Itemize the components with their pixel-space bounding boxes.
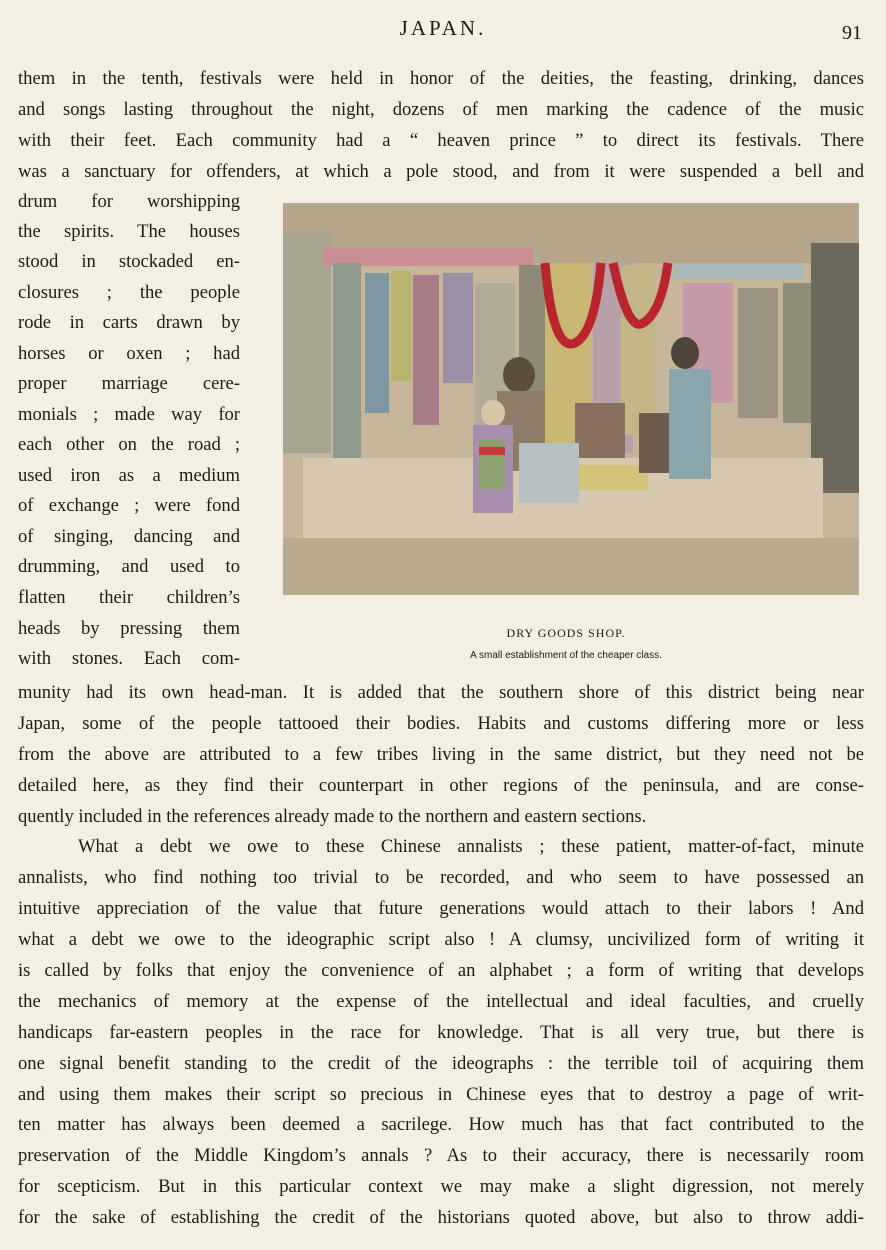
text-line: drum for worshipping xyxy=(18,191,240,212)
text-line: of singing, dancing and xyxy=(18,526,240,547)
text-line: Japan, some of the people tattooed their bodies. Habits and customs differing more or less xyxy=(18,713,864,734)
text-line: from the above are attributed to a few tribes living in the same district, but they need not be xyxy=(18,744,864,765)
text-line: was a sanctuary for offenders, at which a pole stood, and from it were suspended a bell and xyxy=(18,161,864,182)
text-line: for scepticism. But in this particular context we may make a slight digression, not merely xyxy=(18,1176,864,1197)
text-line: is called by folks that enjoy the convenience of an alphabet ; a form of writing that develops xyxy=(18,960,864,981)
page-number: 91 xyxy=(842,22,862,44)
figure-caption-title: DRY GOODS SHOP. xyxy=(506,626,626,640)
text-line: closures ; the people xyxy=(18,282,240,303)
text-line: for the sake of establishing the credit of the historians quoted above, but also to throw addi- xyxy=(18,1207,864,1228)
text-line: one signal benefit standing to the credit of the ideographs : the terrible toil of acquiring them xyxy=(18,1053,864,1074)
text-line: them in the tenth, festivals were held in honor of the deities, the feasting, drinking, dances xyxy=(18,68,864,89)
text-line: and using them makes their script so precious in Chinese eyes that to destroy a page of writ- xyxy=(18,1084,864,1105)
text-line: preservation of the Middle Kingdom’s annals ? As to their accuracy, there is necessarily room xyxy=(18,1145,864,1166)
text-line: flatten their children’s xyxy=(18,587,240,608)
text-line: drumming, and used to xyxy=(18,556,240,577)
running-header-title: JAPAN. xyxy=(399,16,487,40)
dry-goods-shop-photograph xyxy=(283,203,859,595)
text-line: the spirits. The houses xyxy=(18,221,240,242)
text-line: heads by pressing them xyxy=(18,618,240,639)
text-line: munity had its own head-man. It is added that the southern shore of this district being near xyxy=(18,682,864,703)
text-line: the mechanics of memory at the expense of the intellectual and ideal faculties, and cruelly xyxy=(18,991,864,1012)
text-line: proper marriage cere- xyxy=(18,373,240,394)
text-line: ten matter has always been deemed a sacrilege. How much has that fact contributed to the xyxy=(18,1114,864,1135)
paragraph-first-line: What a debt we owe to these Chinese annalists ; these patient, matter-of-fact, minute xyxy=(78,836,864,857)
text-line: monials ; made way for xyxy=(18,404,240,425)
text-line: and songs lasting throughout the night, dozens of men marking the cadence of the music xyxy=(18,99,864,120)
text-line: with their feet. Each community had a “ heaven prince ” to direct its festivals. There xyxy=(18,130,864,151)
text-line: detailed here, as they find their counterpart in other regions of the peninsula, and are conse- xyxy=(18,775,864,796)
text-line: rode in carts drawn by xyxy=(18,312,240,333)
text-line: handicaps far-eastern peoples in the race for knowledge. That is all very true, but there is xyxy=(18,1022,864,1043)
text-line: of exchange ; were fond xyxy=(18,495,240,516)
text-line: quently included in the references already made to the northern and eastern sections. xyxy=(18,806,647,827)
text-line: with stones. Each com- xyxy=(18,648,240,669)
text-line: stood in stockaded en- xyxy=(18,251,240,272)
shop-photo-illustration xyxy=(283,203,859,595)
text-line: each other on the road ; xyxy=(18,434,240,455)
figure-caption-subtitle: A small establishment of the cheaper class. xyxy=(470,650,662,661)
text-line: intuitive appreciation of the value that future generations would attach to their labors ! And xyxy=(18,898,864,919)
text-line: used iron as a medium xyxy=(18,465,240,486)
text-line: horses or oxen ; had xyxy=(18,343,240,364)
text-line: annalists, who find nothing too trivial to be recorded, and who seem to have possessed an xyxy=(18,867,864,888)
text-line: what a debt we owe to the ideographic script also ! A clumsy, uncivilized form of writing it xyxy=(18,929,864,950)
